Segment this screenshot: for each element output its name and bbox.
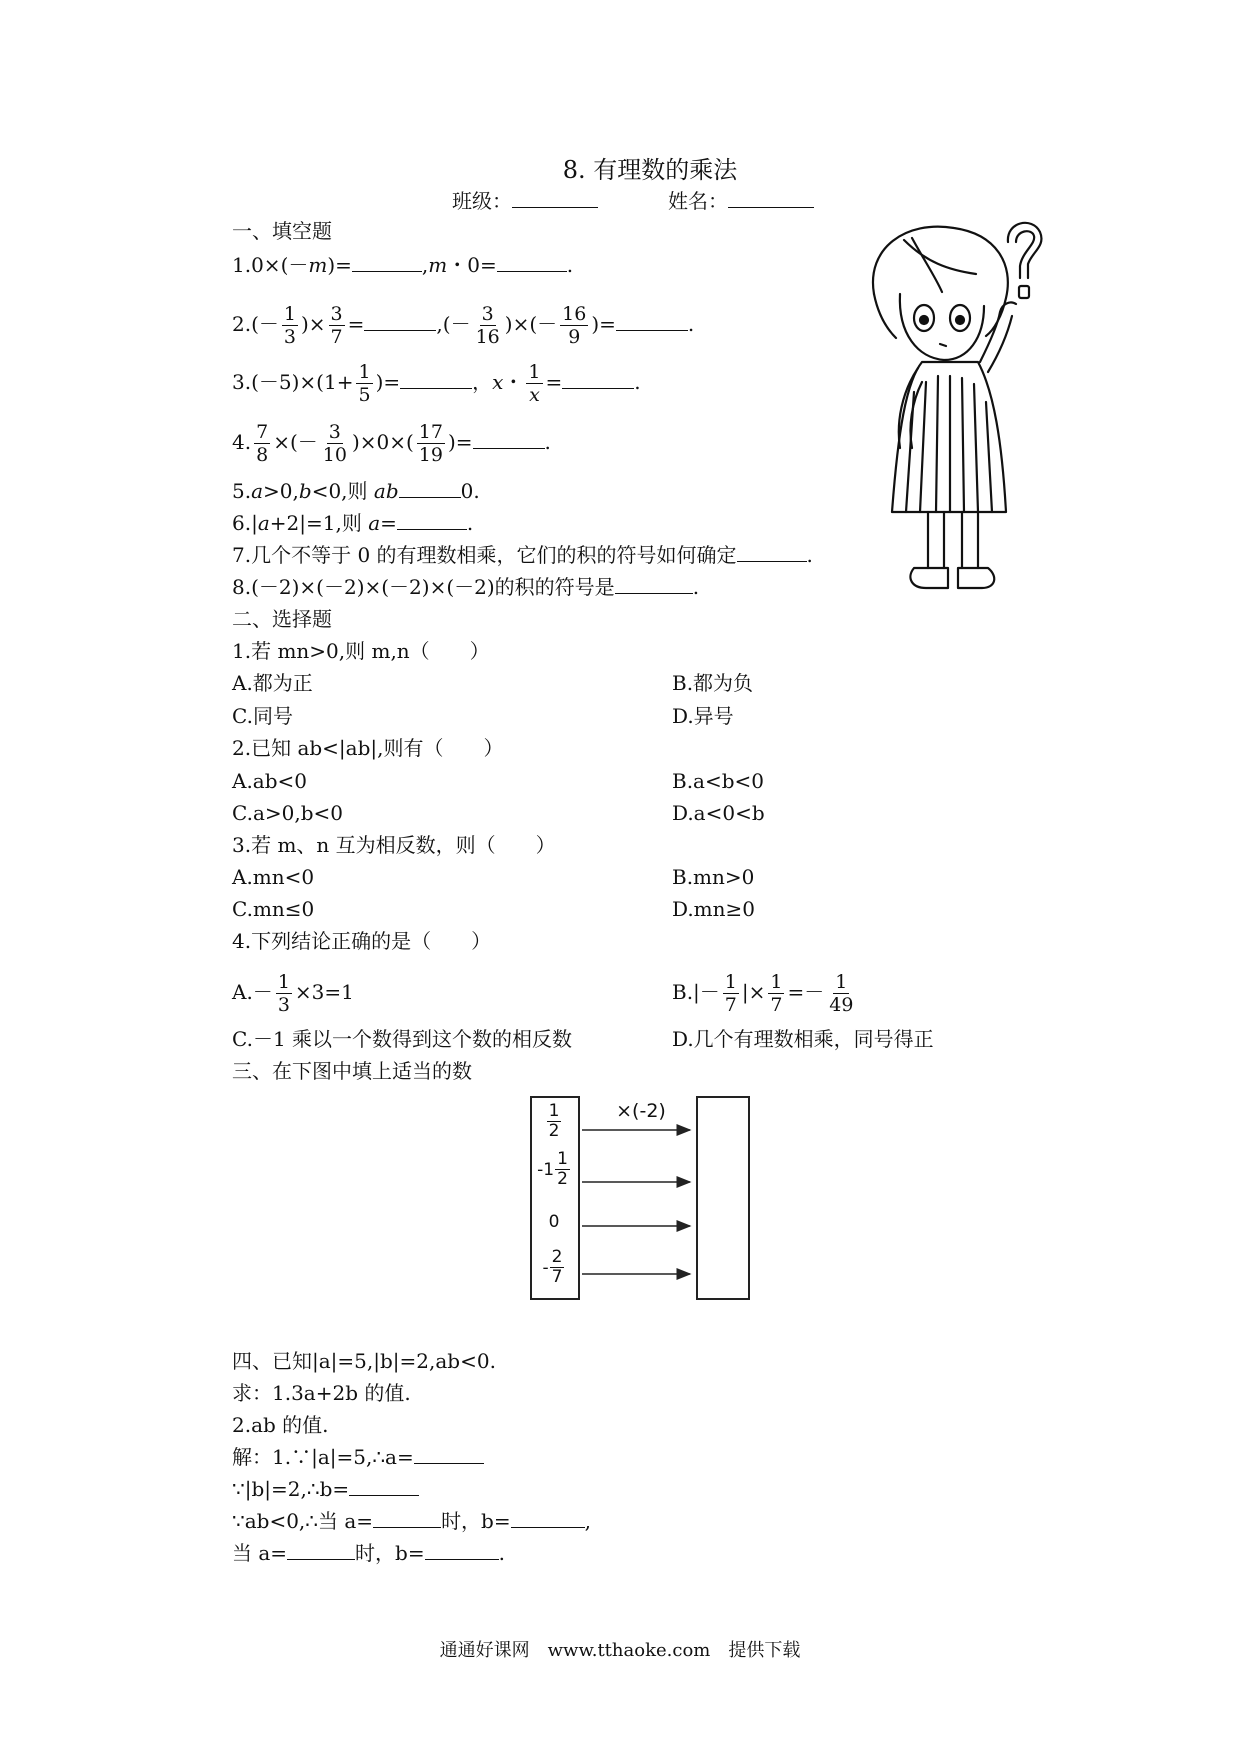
solution-line-1: 解：1.∵|a|=5,∴a= [232, 1442, 484, 1472]
input-value: $\frac{1}{2}$ [548, 1101, 560, 1141]
fraction: $\frac{1}{7}$ [724, 971, 737, 1016]
answer-blank[interactable] [562, 368, 634, 389]
multiplication-diagram [530, 1096, 752, 1302]
choice-q1-stem: 1.若 mn>0,则 m,n（ ） [232, 639, 490, 663]
answer-blank[interactable] [511, 1507, 585, 1528]
fraction: $\frac{17}{19}$ [418, 421, 443, 466]
fraction: $\frac{1}{3}$ [283, 303, 296, 348]
output-answer-box[interactable] [696, 1096, 750, 1300]
solution-line-2: ∵|b|=2,∴b= [232, 1474, 419, 1504]
name-label: 姓名： [668, 189, 728, 213]
answer-blank[interactable] [373, 1507, 441, 1528]
answer-blank[interactable] [400, 368, 472, 389]
fill-q8: 8.(－2)×(－2)×(－2)×(－2)的积的符号是 . [232, 575, 700, 599]
fraction: $\frac{1}{7}$ [770, 971, 783, 1016]
choice-q2-option-c[interactable]: C.a>0,b<0 [232, 801, 343, 825]
section3-heading: 三、在下图中填上适当的数 [232, 1059, 472, 1083]
choice-q2-option-a[interactable]: A.ab<0 [232, 769, 308, 793]
answer-blank[interactable] [397, 509, 467, 530]
choice-q2-option-b[interactable]: B.a<b<0 [672, 769, 765, 793]
choice-q2-option-d[interactable]: D.a<0<b [672, 801, 765, 825]
solution-line-3: ∵ab<0,∴当 a= 时，b= , [232, 1509, 591, 1533]
footer-source: 通通好课网 www.tthaoke.com 提供下载 [439, 1640, 801, 1661]
answer-blank[interactable] [364, 310, 436, 331]
answer-blank[interactable] [349, 1475, 419, 1496]
arrows-svg [580, 1096, 694, 1302]
fraction: $\frac{3}{10}$ [322, 421, 347, 466]
name-blank[interactable] [728, 187, 814, 208]
section2-heading: 二、选择题 [232, 607, 332, 631]
page-title: 8. 有理数的乘法 [562, 156, 738, 184]
fraction: $\frac{7}{8}$ [256, 421, 269, 466]
choice-q3-option-d[interactable]: D.mn≥0 [672, 897, 756, 921]
answer-blank[interactable] [352, 251, 422, 272]
fraction: $\frac{3}{16}$ [475, 303, 500, 348]
operator-label: ×(-2) [616, 1100, 666, 1122]
answer-blank[interactable] [737, 541, 807, 562]
class-blank[interactable] [512, 187, 598, 208]
class-field [452, 186, 598, 216]
fill-q5: 5.a>0,b<0,则 ab 0. [232, 479, 480, 503]
fraction: $\frac{3}{7}$ [330, 303, 343, 348]
answer-blank[interactable] [497, 251, 567, 272]
choice-q4-option-b[interactable]: B.|－ $\frac{1}{7}$ |× $\frac{1}{7}$ =－ $\frac{1}{49}$ [672, 971, 854, 1016]
choice-q3-option-a[interactable]: A.mn<0 [232, 865, 315, 889]
choice-q1-option-b[interactable]: B.都为负 [672, 671, 754, 695]
choice-q4-stem: 4.下列结论正确的是（ ） [232, 929, 492, 953]
solution-line-4: 当 a= 时，b= . [232, 1541, 505, 1565]
fill-q2: 2.(－ $\frac{1}{3}$ )× $\frac{3}{7}$ = ,(－ $\frac{3}{16}$ )×(－ $\frac{16}{9}$ )= . [232, 303, 695, 348]
answer-blank[interactable] [425, 1539, 499, 1560]
section4-ask2: 2.ab 的值. [232, 1413, 329, 1437]
choice-q3-option-b[interactable]: B.mn>0 [672, 865, 755, 889]
choice-q4-option-d[interactable]: D.几个有理数相乘，同号得正 [672, 1027, 934, 1051]
choice-q4-option-c[interactable]: C.－1 乘以一个数得到这个数的相反数 [232, 1027, 573, 1051]
choice-q1-option-d[interactable]: D.异号 [672, 704, 734, 728]
choice-q2-stem: 2.已知 ab<|ab|,则有（ ） [232, 736, 504, 760]
choice-q1-option-a[interactable]: A.都为正 [232, 671, 313, 695]
section4-ask1: 求：1.3a+2b 的值. [232, 1381, 411, 1405]
name-field [668, 186, 814, 216]
girl-thinking-illustration [856, 212, 1056, 598]
choice-q3-stem: 3.若 m、n 互为相反数，则（ ） [232, 833, 556, 857]
input-value: 0 [548, 1212, 560, 1232]
fill-q6: 6.|a+2|=1,则 a= . [232, 511, 474, 535]
fraction: $\frac{16}{9}$ [562, 303, 587, 348]
answer-blank[interactable] [287, 1539, 355, 1560]
choice-q3-option-c[interactable]: C.mn≤0 [232, 897, 315, 921]
answer-blank[interactable] [414, 1443, 484, 1464]
answer-blank[interactable] [616, 310, 688, 331]
fill-q7: 7.几个不等于 0 的有理数相乘，它们的积的符号如何确定 . [232, 543, 813, 567]
input-value: -1 $\frac{1}{2}$ [537, 1149, 568, 1189]
fill-q1: 1.0×(－m)= ,m・0= . [232, 253, 574, 277]
fill-q4: 4. $\frac{7}{8}$ ×(－ $\frac{3}{10}$ )×0×( $\frac{17}{19}$ )= . [232, 421, 551, 466]
fraction: $\frac{1}{5}$ [358, 361, 371, 406]
class-label: 班级： [452, 189, 512, 213]
answer-blank[interactable] [473, 428, 545, 449]
input-value: - $\frac{2}{7}$ [542, 1247, 563, 1287]
fraction: $\frac{1}{x}$ [528, 361, 541, 406]
fill-q3: 3.(－5)×(1+ $\frac{1}{5}$ )= ，x・ $\frac{1}{x}$ = . [232, 361, 641, 406]
answer-blank[interactable] [399, 477, 461, 498]
answer-blank[interactable] [615, 573, 693, 594]
fraction: $\frac{1}{3}$ [277, 971, 290, 1016]
choice-q4-option-a[interactable]: A.－ $\frac{1}{3}$ ×3=1 [232, 971, 354, 1016]
fraction: $\frac{1}{49}$ [829, 971, 854, 1016]
choice-q1-option-c[interactable]: C.同号 [232, 704, 293, 728]
section4-heading: 四、已知|a|=5,|b|=2,ab<0. [232, 1349, 496, 1373]
section1-heading: 一、填空题 [232, 219, 332, 243]
